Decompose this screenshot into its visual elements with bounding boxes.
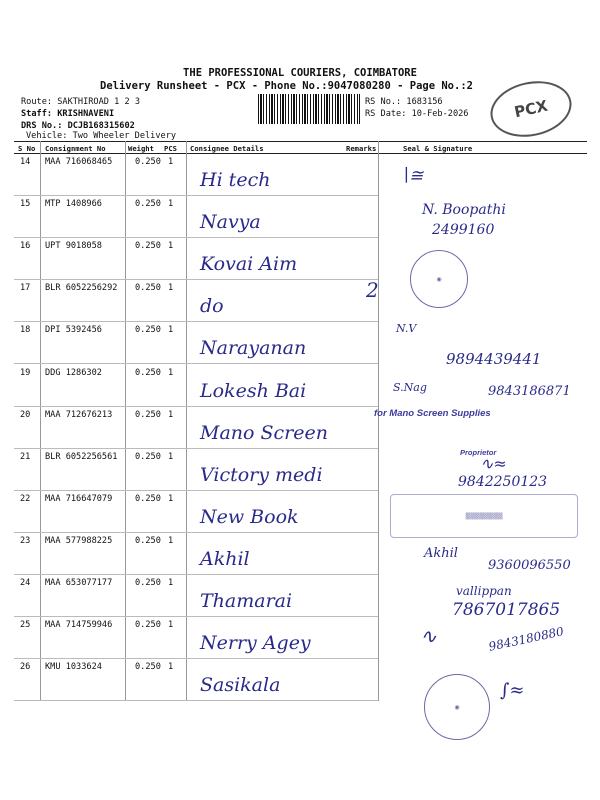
signature-text: ∫≈ — [500, 680, 525, 701]
consignment-cell: KMU 1033624 — [45, 662, 102, 673]
row-divider — [14, 363, 378, 364]
consignee-handwriting: Mano Screen — [200, 421, 328, 444]
row-divider — [14, 700, 378, 701]
weight-cell: 0.250 — [135, 493, 161, 504]
signature-text: S.Nag — [393, 381, 427, 394]
weight-cell: 0.250 — [135, 367, 161, 378]
mano-screen-stamp: for Mano Screen Supplies — [374, 408, 491, 419]
consignee-handwriting: Nerry Agey — [200, 632, 311, 655]
header-divider-bottom — [14, 153, 587, 154]
weight-cell: 0.250 — [135, 451, 161, 462]
sno-cell: 24 — [20, 578, 31, 588]
consignee-handwriting: Lokesh Bai — [200, 379, 307, 402]
runsheet-title: Delivery Runsheet - PCX - Phone No.:9047080280 - Page No.:2 — [100, 80, 473, 92]
weight-cell: 0.250 — [135, 409, 161, 420]
consignee-handwriting: Akhil — [200, 547, 250, 570]
signature-text: ∣≅ — [404, 166, 424, 186]
consignment-cell: MAA 653077177 — [45, 578, 113, 588]
signature-number: 2499160 — [432, 222, 495, 238]
table-row — [0, 410, 600, 452]
consignment-cell: BLR 6052256292 — [45, 283, 118, 294]
consignment-cell: MAA 577988225 — [45, 535, 113, 546]
consignee-handwriting: Thamarai — [200, 590, 293, 612]
consignment-cell: DPI 5392456 — [45, 325, 102, 336]
header-divider-top — [14, 141, 587, 142]
phone-number: 9894439441 — [446, 350, 542, 368]
phone-number: 7867017865 — [452, 600, 561, 620]
row-divider — [14, 448, 378, 449]
sno-cell: 14 — [20, 157, 31, 167]
signature-text: N.V — [396, 322, 417, 335]
weight-cell: 0.250 — [135, 283, 161, 294]
row-divider — [14, 490, 378, 491]
staff-text: Staff: KRISHNAVENI — [21, 109, 115, 119]
sno-cell: 19 — [20, 367, 31, 378]
row-divider — [14, 195, 378, 196]
phone-number: 9843180880 — [487, 624, 565, 654]
table-row — [0, 157, 600, 199]
column-header-weight: Weight — [128, 144, 154, 153]
rubber-stamp: ▓▓▓▓▓▓▓▓ — [390, 494, 578, 538]
row-divider — [14, 279, 378, 280]
column-header-seal: Seal & Signature — [403, 144, 473, 153]
consignment-cell: MTP 1408966 — [45, 199, 102, 210]
rs-date: RS Date: 10-Feb-2026 — [365, 109, 469, 119]
weight-cell: 0.250 — [135, 578, 161, 588]
consignee-handwriting: Narayanan — [200, 337, 307, 360]
consignee-handwriting: Victory medi — [200, 463, 323, 486]
weight-cell: 0.250 — [135, 662, 161, 673]
consignment-cell: DDG 1286302 — [45, 367, 102, 378]
consignment-cell: MAA 716647079 — [45, 493, 113, 504]
consignee-handwriting: do — [200, 295, 224, 318]
signature-text: vallippan — [456, 584, 512, 598]
sno-cell: 15 — [20, 199, 31, 210]
pcs-cell: 1 — [168, 157, 174, 167]
drs-text: DRS No.: DCJB168315602 — [21, 121, 135, 131]
consignment-cell: UPT 9018058 — [45, 241, 102, 252]
vehicle-text: Vehicle: Two Wheeler Delivery — [26, 131, 177, 141]
route-text: Route: SAKTHIROAD 1 2 3 — [21, 97, 140, 107]
sno-cell: 22 — [20, 493, 31, 504]
weight-cell: 0.250 — [135, 241, 161, 252]
consignee-handwriting: New Book — [200, 505, 299, 528]
table-row — [0, 199, 600, 241]
consignment-cell: MAA 714759946 — [45, 620, 113, 631]
pcs-cell: 1 — [168, 451, 174, 462]
round-stamp: ◉ — [424, 674, 490, 740]
table-row — [0, 241, 600, 283]
sno-cell: 18 — [20, 325, 31, 336]
remark-mark: 2 — [366, 278, 379, 302]
round-stamp: ◉ — [410, 250, 468, 308]
pcs-cell: 1 — [168, 199, 174, 210]
column-header-consignee: Consignee Details — [190, 144, 264, 153]
column-header-remarks: Remarks — [346, 144, 377, 153]
pcs-cell: 1 — [168, 493, 174, 504]
table-row — [0, 283, 600, 325]
consignee-handwriting: Hi tech — [200, 169, 271, 191]
pcx-stamp-text: PCX — [512, 96, 550, 122]
column-header-consignment: Consignment No — [45, 144, 106, 153]
barcode — [258, 94, 360, 124]
sno-cell: 17 — [20, 283, 31, 294]
pcs-cell: 1 — [168, 578, 174, 588]
row-divider — [14, 406, 378, 407]
page-title: THE PROFESSIONAL COURIERS, COIMBATORE — [183, 67, 417, 79]
column-header-pcs: PCS — [164, 144, 177, 153]
row-divider — [14, 321, 378, 322]
pcx-stamp — [485, 74, 576, 144]
rs-number: RS No.: 1683156 — [365, 97, 443, 107]
row-divider — [14, 574, 378, 575]
row-divider — [14, 532, 378, 533]
phone-number: 9843186871 — [488, 384, 571, 399]
consignment-cell: BLR 6052256561 — [45, 451, 118, 462]
signature-text: Akhil — [424, 546, 458, 561]
weight-cell: 0.250 — [135, 199, 161, 210]
pcs-cell: 1 — [168, 620, 174, 631]
pcs-cell: 1 — [168, 409, 174, 420]
pcs-cell: 1 — [168, 535, 174, 546]
sno-cell: 16 — [20, 241, 31, 252]
pcs-cell: 1 — [168, 367, 174, 378]
pcs-cell: 1 — [168, 241, 174, 252]
signature-text: ∿≈ — [480, 454, 507, 473]
sno-cell: 23 — [20, 535, 31, 546]
phone-number: 9842250123 — [458, 474, 548, 490]
sno-cell: 21 — [20, 451, 31, 462]
sno-cell: 20 — [20, 409, 31, 420]
signature-name: N. Boopathi — [422, 202, 506, 218]
consignee-handwriting: Navya — [200, 211, 261, 234]
pcs-cell: 1 — [168, 325, 174, 336]
weight-cell: 0.250 — [135, 620, 161, 631]
sno-cell: 25 — [20, 620, 31, 631]
consignee-handwriting: Sasikala — [200, 674, 281, 697]
consignment-cell: MAA 712676213 — [45, 409, 113, 420]
sno-cell: 26 — [20, 662, 31, 673]
consignment-cell: MAA 716068465 — [45, 157, 113, 167]
row-divider — [14, 616, 378, 617]
phone-number: 9360096550 — [488, 558, 571, 573]
proprietor-stamp: Proprietor — [460, 448, 497, 457]
row-divider — [14, 658, 378, 659]
pcs-cell: 1 — [168, 662, 174, 673]
weight-cell: 0.250 — [135, 325, 161, 336]
signature-text: ∿ — [420, 624, 437, 648]
consignee-handwriting: Kovai Aim — [200, 253, 298, 276]
weight-cell: 0.250 — [135, 535, 161, 546]
row-divider — [14, 237, 378, 238]
weight-cell: 0.250 — [135, 157, 161, 167]
column-header-sno: S No — [18, 144, 36, 153]
pcs-cell: 1 — [168, 283, 174, 294]
